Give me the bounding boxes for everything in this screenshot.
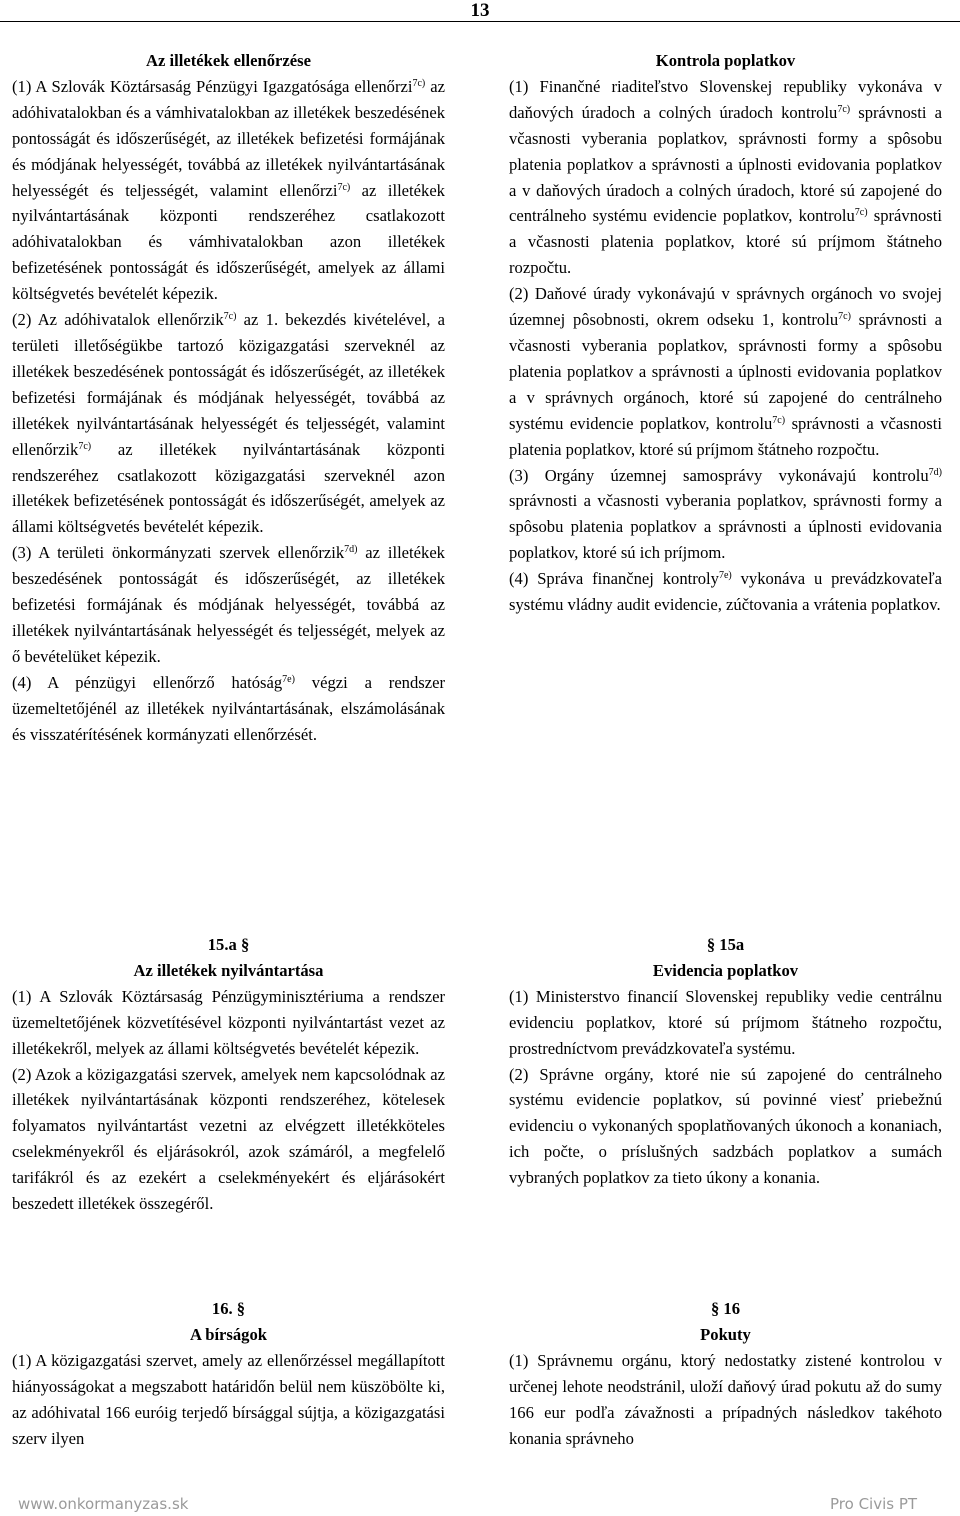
paragraph-text: (2) Az adóhivatalok ellenőrzik [12,310,224,330]
footnote-reference: 7c) [337,181,351,193]
page-number: 13 [470,0,490,21]
section-number: 15.a § [207,935,250,954]
paragraph-text: (1) A Szlovák Köztársaság Pénzügyminisztériuma a rendszer üzemeltetőjének közvetítésével központi nyilvántartást vezet az illetékekről, melyek az állami költségvetés bevételét képezik. [12,986,445,1058]
section-title: Az illetékek ellenőrzése [146,51,311,70]
paragraph [12,1348,445,1452]
footnote-reference: 7c) [412,77,426,89]
footnote-reference: 7c) [838,311,851,323]
paragraph-text: (4) Správa finančnej kontroly [509,569,719,589]
paragraph-text: az illetékek nyilvántartásának központi rendszeréhez csatlakozott közigazgatási szerveknél azon illetékek befizetésének pontosságát és időszerűségét, amelyek az állami költségvetés bevételét képezik. [12,439,445,537]
paragraph-text: (1) Finančné riaditeľstvo Slovenskej republiky vykonáva v daňových úradoch a colných úradoch kontrolu [509,76,942,122]
section-2-hungarian-column [12,932,445,1217]
paragraph-text: az illetékek nyilvántartásának központi rendszeréhez csatlakozott adóhivatalokban és vámhivatalokban azon illetékek befizetésének pontosságát és időszerűségét, amelyek az állami költségvetés bevételét képezik. [12,180,445,304]
paragraph [509,1062,942,1192]
paragraph-text: (2) Správne orgány, ktoré nie sú zapojené do centrálneho systému evidencie poplatkov, sú povinné viesť priebežnú evidenciu o vykonaných spoplatňovaných úkonoch a konaniach, ich počte, o príslušných sadzbách poplatkov a sumách vybraných poplatkov za tieto úkony a konania. [509,1064,942,1188]
section-title: Evidencia poplatkov [652,960,799,980]
paragraph-text: (1) Ministerstvo financií Slovenskej republiky vedie centrálnu evidenciu poplatkov, ktoré sú príjmom štátneho rozpočtu, prostredníctvom prevádzkovateľa systému. [509,986,942,1058]
paragraph-text: (3) Orgány územnej samosprávy vykonávajú kontrolu [509,465,929,485]
paragraph-text: végzi a rendszer üzemeltetőjénél az illetékek nyilvántartásának, elszámolásának és visszatérítésének kormányzati ellenőrzését. [12,672,445,744]
section-title: Pokuty [700,1324,751,1344]
footer-publisher: Pro Civis PT [830,1495,918,1513]
paragraph [12,540,445,670]
paragraph [12,307,445,540]
section-title: Kontrola poplatkov [655,51,796,70]
paragraph-text: správnosti a včasnosti vyberania poplatkov, správnosti formy a spôsobu platenia poplatkov a správnosti a úplnosti evidovania poplatkov a v daňových úradoch a colných úradoch, ktoré sú zapojené do centrálneho systému evidencie poplatkov, kontrolu [509,102,942,226]
section-number: § 16 [710,1299,741,1318]
paragraph [12,984,445,1062]
footnote-reference: 7e) [282,673,295,685]
paragraph [12,670,445,748]
footer-website: www.onkormanyzas.sk [18,1495,189,1513]
section-title: Az illetékek nyilvántartása [133,960,324,980]
paragraph [12,1062,445,1217]
section-title: A bírságok [190,1324,267,1344]
paragraph-text: (1) A közigazgatási szervet, amely az ellenőrzéssel megállapított hiányosságokat a megszabott határidőn belül nem küszöbölte ki, az adóhivatal 166 euróig terjedő bírsággal sújtja, a közigazgatási szerv ilyen [12,1350,445,1448]
section-3-hungarian-column [12,1296,445,1451]
footnote-reference: 7d) [928,466,942,478]
footnote-reference: 7c) [78,440,92,452]
paragraph-text: správnosti a včasnosti platenia poplatkov, ktoré sú príjmom štátneho rozpočtu. [509,206,942,278]
paragraph-text: (2) Azok a közigazgatási szervek, amelyek nem kapcsolódnak az illetékek nyilvántartásának központi rendszeréhez, kötelesek folyamatos nyilvántartást vezetni az elvégzett illetékköteles cselekményekről és eljárásokról, azok számáról, a megfelelő tarifákról és az ezekért a cselekményekért és eljárásokért beszedett illetékek összegéről. [12,1064,445,1214]
footnote-reference: 7c) [223,311,237,323]
footnote-reference: 7c) [837,103,851,115]
paragraph-text: správnosti a včasnosti platenia poplatkov, ktoré sú príjmom štátneho rozpočtu. [509,413,942,459]
paragraph [509,463,942,567]
section-2-slovak-column [509,932,942,1191]
paragraph-text: správnosti a včasnosti vyberania poplatkov, správnosti formy a spôsobu platenia poplatkov a správnosti a úplnosti evidovania poplatkov, ktoré sú ich príjmom. [509,491,942,563]
paragraph [12,74,445,307]
paragraph-text: az adóhivatalokban és a vámhivatalokban az illetékek beszedésének pontosságát és időszerűségét, az illetékek befizetési formájának és módjának helyességét, továbbá az illetékek nyilvántartásának helyességét és teljességét, valamint ellenőrzi [12,76,445,200]
paragraph [509,1348,942,1452]
section-number: § 15a [706,935,745,954]
footnote-reference: 7c) [854,207,868,219]
paragraph [509,566,942,618]
footnote-reference: 7e) [718,570,732,582]
footnote-reference: 7d) [344,544,358,556]
paragraph-text: (1) A Szlovák Köztársaság Pénzügyi Igazgatósága ellenőrzi [12,76,413,96]
footnote-reference: 7c) [772,414,786,426]
paragraph-text: (4) A pénzügyi ellenőrző hatóság [12,672,283,692]
section-number: 16. § [211,1299,246,1318]
paragraph [509,74,942,281]
paragraph-text: (3) A területi önkormányzati szervek ellenőrzik [12,543,345,563]
section-1-hungarian-column [12,48,445,747]
paragraph [509,281,942,462]
section-1-slovak-column [509,48,942,618]
section-3-slovak-column [509,1296,942,1451]
paragraph-text: az 1. bekezdés kivételével, a területi illetőségükbe tartozó közigazgatási szerveknél az illetékek beszedésének pontosságát és időszerűségét, az illetékek befizetési formájának és módjának helyességét, továbbá az illetékek nyilvántartásának helyességét és teljességét, valamint ellenőrzik [12,310,445,459]
paragraph-text: az illetékek beszedésének pontosságát és időszerűségét, az illetékek befizetési formájának és módjának helyességét, továbbá az illetékek nyilvántartásának helyességét és teljességét, melyek az ő bevételüket képezik. [12,543,445,666]
paragraph-text: (2) Daňové úrady vykonávajú v správnych orgánoch vo svojej územnej pôsobnosti, okrem odseku 1, kontrolu [509,284,942,330]
header-rule [0,21,960,22]
paragraph [509,984,942,1062]
paragraph-text: vykonáva u prevádzkovateľa systému vládny audit evidencie, zúčtovania a vrátenia poplatkov. [509,569,942,615]
paragraph-text: (1) Správnemu orgánu, ktorý nedostatky zistené kontrolou v určenej lehote neodstránil, uloží daňový úrad pokutu až do sumy 166 eur podľa závažnosti a prípadných následkov takéhoto konania správneho [509,1350,942,1448]
paragraph-text: správnosti a včasnosti vyberania poplatkov, správnosti formy a spôsobu platenia poplatkov a správnosti a úplnosti evidovania poplatkov a v správnych orgánoch, ktoré sú zapojené do centrálneho systému evidencie poplatkov, kontrolu [509,310,942,433]
